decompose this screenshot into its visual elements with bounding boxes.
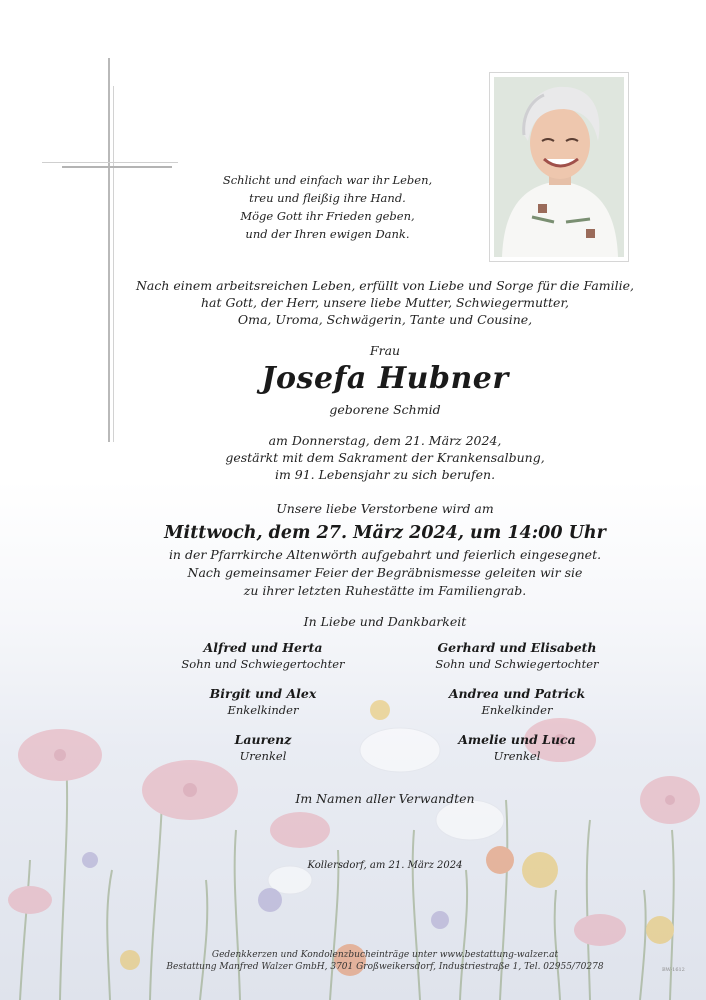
death-notice [200, 432, 570, 483]
mourner-names: Andrea und Patrick [448, 686, 586, 701]
funeral-date: Mittwoch, dem 27. März 2024, um 14:00 Uhr [164, 523, 606, 543]
intro-line: Oma, Uroma, Schwägerin, Tante und Cousine, [237, 312, 533, 327]
funeral-details [160, 546, 610, 600]
mourner-entry [163, 685, 363, 719]
mourner-relation: Enkelkinder [227, 703, 299, 717]
mourner-entry [417, 639, 617, 673]
mourner-names: Birgit und Alex [209, 686, 317, 701]
salutation: Frau [369, 343, 401, 358]
intro-line: hat Gott, der Herr, unsere liebe Mutter, Schwiegermutter, [200, 295, 570, 310]
death-line: im 91. Lebensjahr zu sich berufen. [274, 467, 496, 482]
mourner-entry [417, 731, 617, 765]
verse [200, 171, 455, 243]
funeral-announce: Unsere liebe Verstorbene wird am [276, 501, 494, 516]
verse-line: und der Ihren ewigen Dank. [245, 227, 410, 241]
birth-name: geborene Schmid [329, 402, 441, 417]
deceased-name: Josefa Hubner [261, 361, 509, 396]
mourner-relation: Sohn und Schwiegertochter [435, 657, 599, 671]
intro-line: Nach einem arbeitsreichen Leben, erfüllt von Liebe und Sorge für die Familie, [135, 278, 634, 293]
mourner-entry [417, 685, 617, 719]
death-line: gestärkt mit dem Sakrament der Krankensalbung, [225, 450, 545, 465]
mourner-names: Gerhard und Elisabeth [437, 640, 597, 655]
funeral-line: zu ihrer letzten Ruhestätte im Familiengrab. [243, 583, 527, 598]
cross-vertical-line [113, 86, 114, 442]
mourner-relation: Urenkel [493, 749, 541, 763]
mourner-names: Amelie und Luca [458, 732, 576, 747]
portrait-photo [489, 72, 629, 262]
place-date: Kollersdorf, am 21. März 2024 [307, 860, 463, 871]
mourner-names: Alfred und Herta [203, 640, 323, 655]
document-code: BW-1612 [662, 967, 685, 973]
mourner-relation: Sohn und Schwiegertochter [181, 657, 345, 671]
cross-vertical-bar [108, 58, 110, 442]
mourner-entry [163, 639, 363, 673]
death-line: am Donnerstag, dem 21. März 2024, [268, 433, 502, 448]
footer-address: Bestattung Manfred Walzer GmbH, 3701 Großweikersdorf, Industriestraße 1, Tel. 02955/70278 [166, 962, 604, 972]
footer-website: Gedenkkerzen und Kondolenzbucheinträge unter www.bestattung-walzer.at [211, 950, 559, 960]
mourner-entry [163, 731, 363, 765]
verse-line: treu und fleißig ihre Hand. [249, 191, 406, 205]
portrait-image [494, 77, 624, 257]
mourner-relation: Enkelkinder [481, 703, 553, 717]
cross-horizontal-bar [62, 166, 172, 168]
mourner-names: Laurenz [234, 732, 292, 747]
cross-horizontal-line [42, 162, 178, 163]
verse-line: Schlicht und einfach war ihr Leben, [222, 173, 433, 187]
mourners-heading: In Liebe und Dankbarkeit [303, 614, 467, 629]
intro-text [120, 277, 650, 328]
funeral-line: in der Pfarrkirche Altenwörth aufgebahrt und feierlich eingesegnet. [168, 547, 602, 562]
closing-line: Im Namen aller Verwandten [295, 791, 475, 806]
verse-line: Möge Gott ihr Frieden geben, [240, 209, 415, 223]
funeral-line: Nach gemeinsamer Feier der Begräbnismesse geleiten wir sie [187, 565, 583, 580]
mourner-relation: Urenkel [239, 749, 287, 763]
